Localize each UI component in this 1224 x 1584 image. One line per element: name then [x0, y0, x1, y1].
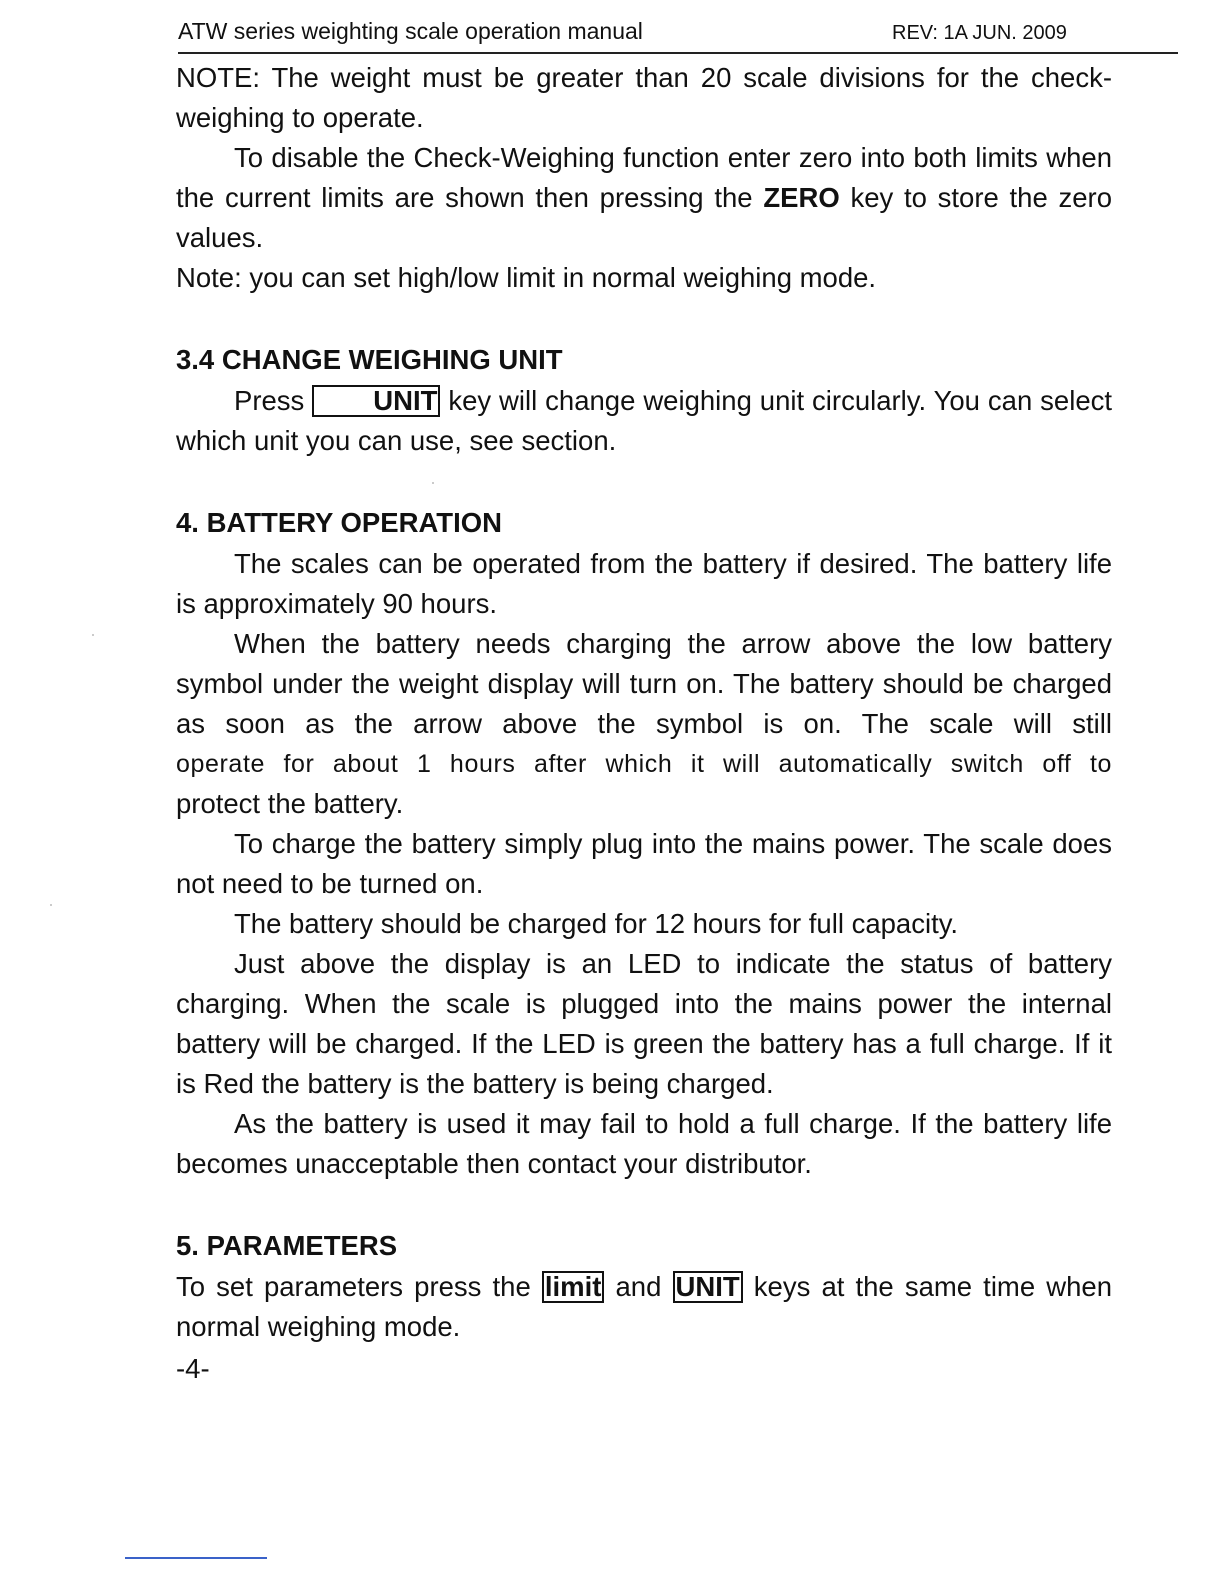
battery-paragraph-3: To charge the battery simply plug into the mains power. The scale does not need to be turned on. [176, 828, 1112, 899]
section-heading-parameters: 5. PARAMETERS [176, 1230, 398, 1261]
battery-paragraph-6: As the battery is used it may fail to hold a full charge. If the battery life becomes unacceptable then contact your distributor. [176, 1108, 1112, 1179]
section-heading-battery: 4. BATTERY OPERATION [176, 507, 502, 538]
battery-paragraph-2: When the battery needs charging the arrow above the low battery symbol under the weight display will turn on. The battery should be charged as soon as the arrow above the symbol is on. The scale will still [176, 628, 1112, 739]
text-segment: Press [234, 385, 313, 416]
text-segment: and [604, 1271, 673, 1302]
parameters-paragraph [176, 1267, 1112, 1347]
scan-speck [50, 904, 52, 906]
section-heading-change-unit: 3.4 CHANGE WEIGHING UNIT [176, 344, 563, 375]
manual-title: ATW series weighting scale operation manual [178, 18, 643, 44]
footnote-separator [125, 1557, 267, 1559]
battery-paragraph-5: Just above the display is an LED to indicate the status of battery charging. When the scale is plugged into the mains power the internal battery will be charged. If the LED is green the battery has a full charge. If it is Red the battery is the battery is being charged. [176, 948, 1112, 1099]
page-content [176, 58, 1112, 1389]
change-unit-paragraph [176, 381, 1112, 461]
unit-key-label: UNIT [312, 385, 440, 417]
battery-paragraph-2-end: protect the battery. [176, 788, 404, 819]
page-header [178, 18, 1178, 54]
text-segment: To set parameters press the [176, 1271, 542, 1302]
revision-label: REV: 1A JUN. 2009 [892, 22, 1067, 44]
zero-key-label: ZERO [763, 182, 840, 213]
battery-paragraph-4: The battery should be charged for 12 hours for full capacity. [234, 908, 959, 939]
disable-check-weighing-paragraph [176, 138, 1112, 258]
page-number: -4- [176, 1353, 210, 1384]
limit-key-label: limit [542, 1271, 605, 1303]
battery-paragraph-1: The scales can be operated from the battery if desired. The battery life is approximately 90 hours. [176, 548, 1112, 619]
scan-speck [432, 482, 434, 484]
text-segment: key to store the zero values. [176, 182, 1112, 253]
unit-key-label: UNIT [673, 1271, 743, 1303]
text-segment: keys at the same time when normal weighing mode. [176, 1271, 1112, 1342]
note-limit-paragraph: Note: you can set high/low limit in normal weighing mode. [176, 262, 877, 293]
text-segment: To disable the Check-Weighing function enter zero into both limits when the current limits are shown then pressing the [176, 142, 1112, 213]
text-segment: key will change weighing unit circularly. You can select which unit you can use, see section. [176, 385, 1113, 456]
scan-speck [92, 634, 94, 636]
battery-paragraph-2-line: operate for about 1 hours after which it will automatically switch off to [176, 750, 1112, 778]
note-paragraph: NOTE: The weight must be greater than 20 scale divisions for the check-weighing to operate. [176, 62, 1112, 133]
